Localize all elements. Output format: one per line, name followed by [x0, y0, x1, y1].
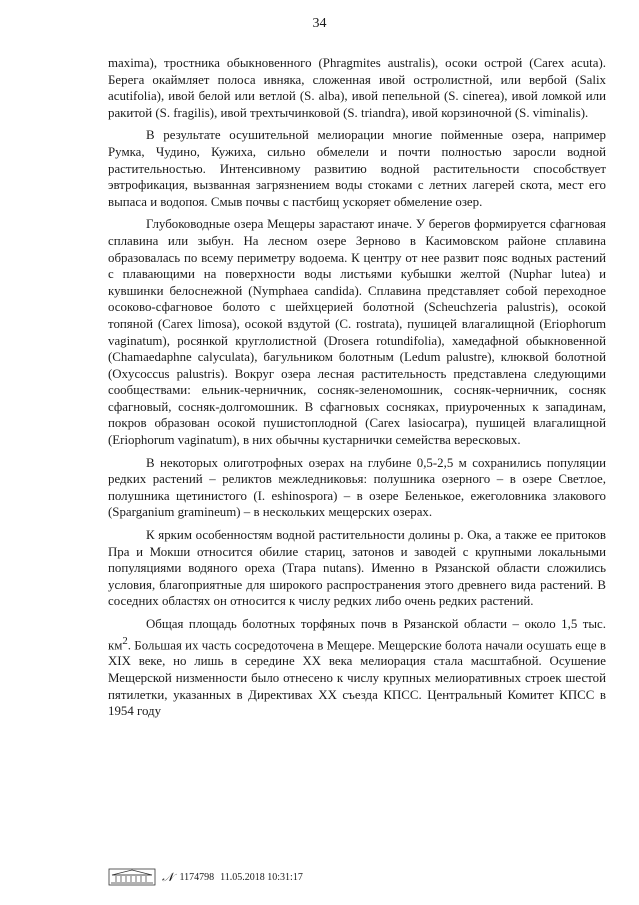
- timestamp: 11.05.2018 10:31:17: [220, 871, 303, 883]
- paragraph-2: В результате осушительной мелиорации многие пойменные озера, например Румка, Чудино, Кужиха, сильно обмелели и почти полностью заросли водной растительностью. Интенсивному развитию водной растительности способствует эвтрофикация, вызванная загрязнением воды стоками с летних лагерей скота, мест его выпаса и водопоя. Смыв почвы с пастбищ ускоряет обмеление озер.: [108, 128, 606, 209]
- page-number: 34: [312, 16, 327, 31]
- footer: [108, 866, 428, 888]
- paragraph-3: Глубоководные озера Мещеры зарастают иначе. У берегов формируется сфагновая сплавина или зыбун. На лесном озере Зерново в Касимовском районе сплавина образовалась по всему периметру водоема. К центру от нее развит пояс водных растений с плавающими на поверхности воды листьями кубышки желтой (Nuphar lutea) и кувшинки белоснежной (Nymphaea candida). Сплавина представляет собой переходное осоково-сфагновое болото с шейхцерией болотной (Scheuchzeria palustris), осокой топяной (Carex limosa), осокой вздутой (C. rostrata), пушицей влагалищной (Eriophorum vaginatum), росянкой круглолистной (Drosera rotundifolia), хамедафной обыкновенной (Chamaedaphne calyculata), багульником болотным (Ledum palustre), клюквой болотной (Oxycoccus palustris). Вокруг озера лесная растительность представлена следующими сообществами: ельник-черничник, сосняк-зеленомошник, сосняк-черничник, сосняк сфагновый, сосняк-долгомошник. В сфагновых сосняках, приуроченных к западинам, покров образован осокой пушистоплодной (Carex lasiocarpa), пушицей влагалищной (Eriophorum vaginatum), в них обычны кустарнички семейства вересковых.: [108, 217, 606, 448]
- paragraph-6: [108, 616, 606, 720]
- paragraph-4: В некоторых олиготрофных озерах на глубине 0,5-2,5 м сохранились популяции редких растений – реликтов межледниковья: полушника озерного – в озере Светлое, полушника щетинистого (I. eshinospora) – в озере Беленькое, ежеголовника злакового (Sparganium gramineum) – в нескольких мещерских озерах.: [108, 455, 606, 520]
- building-stamp-icon: [108, 868, 156, 886]
- document-id: 1174798: [179, 871, 215, 883]
- paragraph-5: К ярким особенностям водной растительности долины р. Ока, а также ее притоков Пра и Мокши относится обилие стариц, затонов и заводей с крупными локальными популяциями водяного ореха (Trapa nutans). Именно в Рязанской области сложились условия, благоприятные для широкого распространения этого древнего вида растений. В соседних областях он относится к числу редких либо очень редких растений.: [108, 528, 606, 609]
- document-body: [108, 55, 606, 720]
- superscript: 2: [122, 634, 128, 647]
- paragraph-6-end: . Большая их часть сосредоточена в Мещере. Мещерские болота начали осушать еще в XIX веке, но лишь в середине XX века мелиорация стала масштабной. Осушение Мещерской низменности было отнесено к числу крупных мелиоративных строек шестой пятилетки, указанных в Директивах XX съезда КПСС. Центральный Комитет КПСС в 1954 году: [108, 637, 606, 719]
- signature-mark: 𝒩: [162, 869, 174, 884]
- paragraph-1: maxima), тростника обыкновенного (Phragmites australis), осоки острой (Carex acuta). Берега окаймляет полоса ивняка, сложенная ивой остролистной, или вербой (Salix acutifolia), ивой белой или ветлой (S. alba), ивой пепельной (S. cinerea), ивой ломкой или ракитой (S. fragilis), ивой трехтычинковой (S. triandra), ивой корзиночной (S. viminalis).: [108, 56, 606, 120]
- paragraph-6-start: Общая площадь болотных торфяных почв в Рязанской области – около 1,5 тыс. км: [108, 617, 606, 652]
